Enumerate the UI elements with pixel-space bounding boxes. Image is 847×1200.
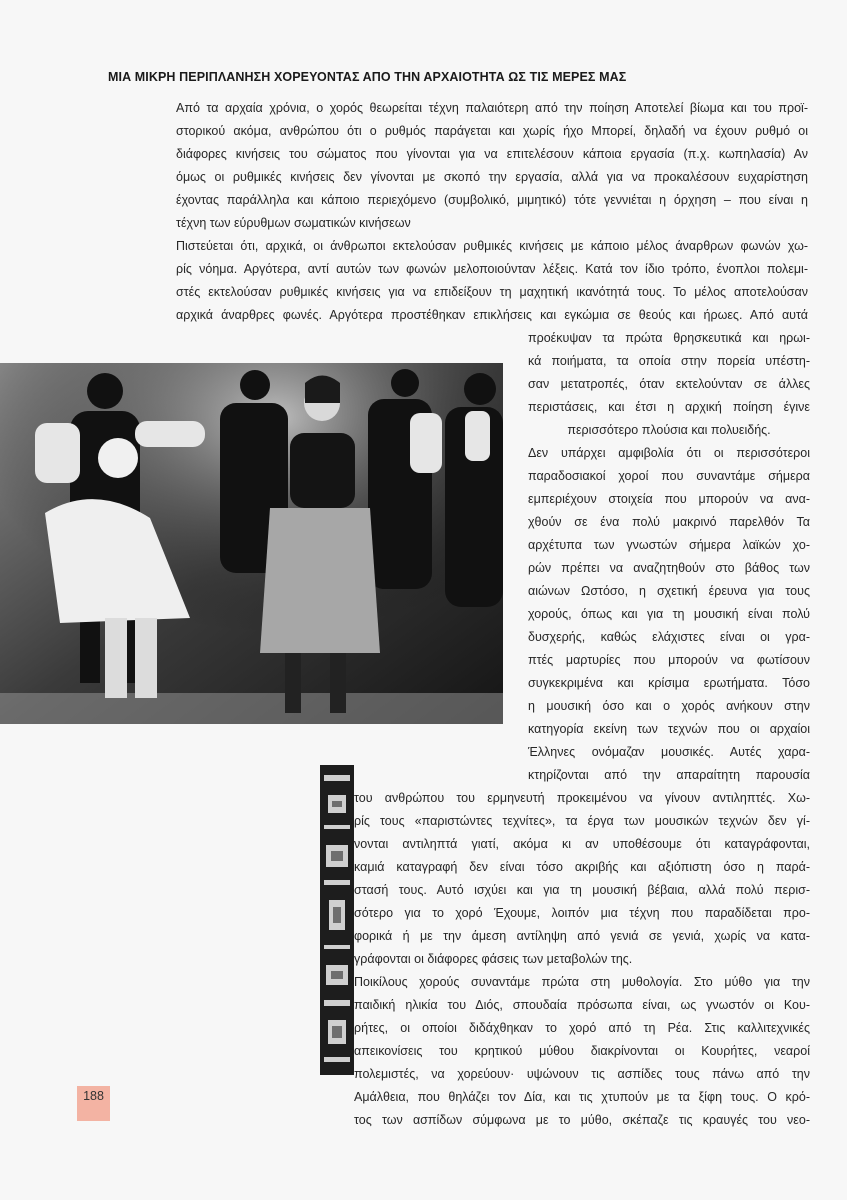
- body-line: Πιστεύεται ότι, αρχικά, οι άνθρωποι εκτελούσαν ρυθμικές κινήσεις με κάποιο μέλος άναρθρων φωνών χω-: [176, 239, 808, 253]
- body-line: καμιά καταγραφή δεν είναι τόσο ακριβής και αξιόπιστη όσο η παρά-: [354, 860, 810, 874]
- body-line: διάφορες κινήσεις του σώματος που γίνονται για να επιτελέσουν κάποια εργασία (π.χ. κωπηλασία) Αν: [176, 147, 808, 161]
- body-line: χορούς, όπως και για τη μουσική είναι πολύ: [528, 607, 810, 621]
- body-line: Από τα αρχαία χρόνια, ο χορός θεωρείται τέχνη παλαιότερη από την ποίηση Αποτελεί βίωμα και του προϊ-: [176, 101, 808, 115]
- textile-strip-icon: [320, 765, 354, 1075]
- body-line: Έλληνες ονόμαζαν μουσικές. Αυτές χαρα-: [528, 745, 810, 759]
- body-line: κτηρίζονται από την απαραίτητη παρουσία: [528, 768, 810, 782]
- body-line: στορικού ακόμα, ανθρώπου ότι ο ρυθμός παράγεται και χωρίς ήχο Μπορεί, δηλαδή να έχουν ρυθμό οι: [176, 124, 808, 138]
- body-line: παραδοσιακοί χοροί που συναντάμε σήμερα: [528, 469, 810, 483]
- body-line: γράφονται οι διάφορες φάσεις των μεταβολών της.: [354, 952, 633, 966]
- body-line: αιώνων Ωστόσο, η σχετική έρευνα για τους: [528, 584, 810, 598]
- body-line: πολεμιστές, να χορεύουν· υψώνουν τις ασπίδες τους πάνω από την: [354, 1067, 810, 1081]
- body-line: Δεν υπάρχει αμφιβολία ότι οι περισσότεροι: [528, 446, 810, 460]
- body-line: του ανθρώπου του ερμηνευτή προκειμένου να γίνουν αντιληπτές. Χω-: [354, 791, 810, 805]
- body-line: νονται αντιληπτά γιατί, ακόμα κι αν υποθέσουμε ότι καταγράφονται,: [354, 837, 810, 851]
- textile-strip: [320, 765, 354, 1075]
- body-line: ρίς τους «παριστώντες τεχνίτες», τα έργα των μουσικών τεχνών δεν γί-: [354, 814, 810, 828]
- body-line: απεικονίσεις του κρητικού μύθου διακρίνονται οι Κουρήτες, νεαροί: [354, 1044, 810, 1058]
- body-line: αρχέτυπα των γνωστών σήμερα λαϊκών χο-: [528, 538, 810, 552]
- body-line: ρίς νόημα. Αργότερα, αντί αυτών των φωνών μελοποιούνταν λέξεις. Κατά τον ίδιο τρόπο, ένοπλοι πολεμι-: [176, 262, 808, 276]
- body-line: κατηγορία εκείνη των τεχνών που οι αρχαίοι: [528, 722, 810, 736]
- body-line: σαν μετατροπές, όταν εκτελούνταν σε άλλες: [528, 377, 810, 391]
- body-line: κά ποιήματα, τα οποία στην πορεία υπέστη-: [528, 354, 810, 368]
- body-line: Αμάλθεια, που θηλάζει τον Δία, και τις χτυπούν με τα ξίφη τους. Ο κρό-: [354, 1090, 810, 1104]
- body-line: εμπεριέχουν στοιχεία που μπορούν να ανα-: [528, 492, 810, 506]
- page-number-box: [77, 1086, 110, 1121]
- body-line: έχοντας παράλληλα και κάποιο περιεχόμενο (συμβολικό, μιμητικό) τότε γεννιέται η όρχηση – που είναι η: [176, 193, 808, 207]
- body-line: η μουσική όσο και ο χορός ανήκουν στην: [528, 699, 810, 713]
- body-line: στές εκτελούσαν ρυθμικές κινήσεις για να επιδείξουν τη μαχητική ικανότητά τους. Το μέλος αποτελούσαν: [176, 285, 808, 299]
- body-line: ρήτες, οι οποίοι διδάχθηκαν το χορό από τη Ρέα. Στις καλλιτεχνικές: [354, 1021, 810, 1035]
- body-line: φορικά ή με την άμεση αντίληψη από γενιά σε γενιά, χωρίς να κατα-: [354, 929, 810, 943]
- body-line: συγκεκριμένα και κρίσιμα ερωτήματα. Τόσο: [528, 676, 810, 690]
- body-line: όμως οι ρυθμικές κινήσεις δεν γίνονται με σκοπό την εργασία, αλλά για να προκαλέσουν ευχαρίστηση: [176, 170, 808, 184]
- body-line: σότερο για το χορό Έχουμε, λοιπόν μια τέχνη που παραδίδεται προ-: [354, 906, 810, 920]
- body-line: παιδική ηλικία του Διός, σπουδαία πρόσωπα είναι, ως γνωστόν οι Κου-: [354, 998, 810, 1012]
- page-number: 188: [83, 1089, 104, 1103]
- body-line: πτές μαρτυρίες που μπορούν να φωτίσουν: [528, 653, 810, 667]
- body-line: χθούν σε ένα πολύ μακρινό παρελθόν Τα: [528, 515, 810, 529]
- body-line: στασή τους. Αυτό ισχύει και για τη μουσική βέβαια, αλλά πολύ περισ-: [354, 883, 810, 897]
- body-line: δυσχερής, καθώς ελάχιστες είναι οι γρα-: [528, 630, 810, 644]
- page-title: ΜΙΑ ΜΙΚΡΗ ΠΕΡΙΠΛΑΝΗΣΗ ΧΟΡΕΥΟΝΤΑΣ ΑΠΟ ΤΗΝ ΑΡΧΑΙΟΤΗΤΑ ΩΣ ΤΙΣ ΜΕΡΕΣ ΜΑΣ: [108, 70, 627, 84]
- body-line: τος των ασπίδων σύμφωνα με το μύθο, σκέπαζε τις κραυγές του νεο-: [354, 1113, 810, 1127]
- body-line: περιστάσεις, και έτσι η αρχική ποίηση έγινε: [528, 400, 810, 414]
- body-line: προέκυψαν τα πρώτα θρησκευτικά και ηρωι-: [528, 331, 810, 345]
- body-line: αρχικά άναρθρες φωνές. Αργότερα προστέθηκαν επικλήσεις και εγκώμια σε θεούς και ήρωες. Από αυτά: [176, 308, 808, 322]
- body-line: τέχνη των εύρυθμων σωματικών κινήσεων: [176, 216, 411, 230]
- body-line: ρών πρέπει να αναζητηθούν στο βάθος των: [528, 561, 810, 575]
- body-line: Ποικίλους χορούς συναντάμε πρώτα στη μυθολογία. Στο μύθο για την: [354, 975, 810, 989]
- photo-dancers-icon: [0, 363, 503, 724]
- photo-dancers: [0, 363, 503, 724]
- body-line: περισσότερο πλούσια και πολυειδής.: [567, 423, 771, 437]
